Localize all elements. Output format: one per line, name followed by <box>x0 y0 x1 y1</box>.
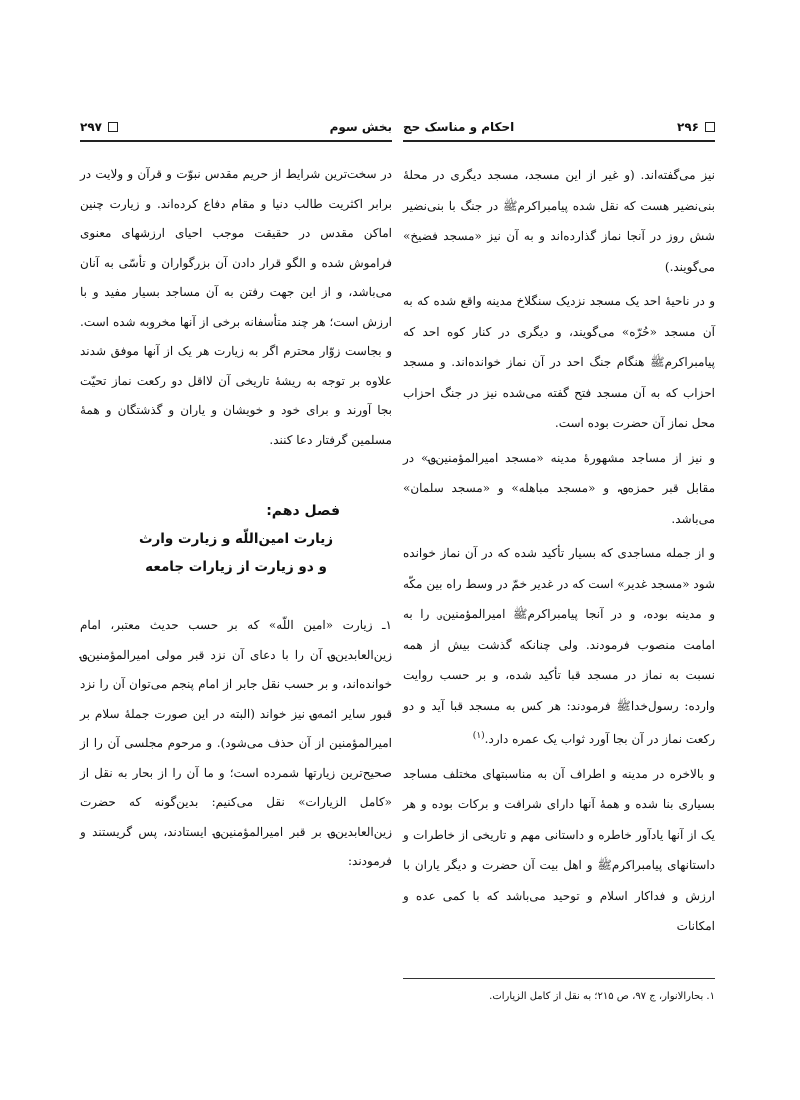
page-header <box>403 120 715 142</box>
paragraph: و بالاخره در مدینه و اطراف آن به مناسبتهای مختلف مساجد بسیاری بنا شده و همهٔ آنها دارای شرافت و برکات بوده و هر یک از آنها یادآور خاطره و داستانی مهم و تاریخی از خاطرات و داستانهای پیامبراکرم‌ﷺ و اهل بیت آن حضرت و دیگر یاران با ارزش و فداکار اسلام و توحید می‌باشد که با کمی عده و امکانات <box>403 766 716 933</box>
running-title: احکام و مناسک حج <box>403 120 515 134</box>
footnote-marker: (۱) <box>472 731 485 741</box>
page-body <box>80 160 392 455</box>
footnote: ۱. بحارالانوار، ج ۹۷، ص ۲۱۵؛ به نقل از کامل الزیارات. <box>489 990 715 1002</box>
paragraph: ۱ـ زیارت «امین اللّه» که بر حسب حدیث معتبر، امام زین‌العابدین‌؈ آن را با دعای آن نزد قبر مولی امیرالمؤمنین‌؈ خوانده‌اند، و بر حسب نقل جابر از امام پنجم می‌توان آن را نزد قبور سایر ائمه‌؈ نیز خواند (البته در این صورت جملهٔ سلام بر امیرالمؤمنین از آن حذف می‌شود). و مرحوم مجلسی آن را از صحیح‌ترین زیارتها شمرده است؛ و ما آن را از بحار به نقل از «کامل الزیارات» نقل می‌کنیم: بدین‌گونه که حضرت زین‌العابدین‌؈ بر قبر امیرالمؤمنین‌؈ ایستادند، پس گریستند و فرمودند: <box>80 618 392 868</box>
page-296 <box>403 120 715 1005</box>
footnote-separator <box>403 978 715 979</box>
square-icon <box>108 122 118 132</box>
square-icon <box>705 122 715 132</box>
page-body <box>80 611 392 877</box>
page-body <box>403 160 715 942</box>
page-number-box <box>677 120 715 134</box>
chapter-heading <box>80 503 392 581</box>
chapter-label: فصل دهم: <box>266 503 340 519</box>
paragraph <box>403 538 715 755</box>
page-number: ۲۹۷ <box>80 120 102 134</box>
page-number-box <box>80 120 118 134</box>
running-title: بخش سوم <box>329 120 392 134</box>
paragraph: در سخت‌ترین شرایط از حریم مقدس نبوّت و قرآن و ولایت در برابر اکثریت طالب دنیا و مقام دفاع کرده‌اند. و زیارت چنین اماکن مقدس در حقیقت موجب احیای ارزشهای معنوی فراموش شده و الگو قرار دادن آن بزرگواران و تأسّی به آنان می‌باشد، و از این جهت رفتن به آن مساجد بسیار مفید و با ارزش است؛ هر چند متأسفانه برخی از آنها مخروبه شده است. و بجاست زوّار محترم اگر به زیارت هر یک از آنها موفق شدند علاوه بر توجه به ریشهٔ تاریخی آن لااقل دو رکعت نماز تحیّت بجا آورند و برای خود و خویشان و یاران و گذشتگان و همهٔ مسلمین گرفتار دعا کنند. <box>80 167 392 447</box>
paragraph: و در ناحیهٔ احد یک مسجد نزدیک سنگلاخ مدینه واقع شده که به آن مسجد «حُرّه» می‌گویند، و دیگری در کنار کوه احد که پیامبراکرم‌ﷺ هنگام جنگ احد در آن نماز خوانده‌اند. و مسجد احزاب که به آن مسجد فتح گفته می‌شده نیز در جنگ احزاب محل نماز آن حضرت بوده است. <box>403 294 715 430</box>
paragraph: نیز می‌گفته‌اند. (و غیر از این مسجد، مسجد دیگری در محلهٔ بنی‌نضیر هست که نقل شده پیامبراکرم‌ﷺ در جنگ با بنی‌نضیر شش روز در آنجا نماز گذارده‌اند و به آن نیز «مسجد فضیخ» می‌گویند.) <box>403 168 715 274</box>
chapter-title-line: و دو زیارت از زیارات جامعه <box>145 559 327 575</box>
page-297 <box>80 120 392 881</box>
chapter-title-line: زیارت امین‌اللّه و زیارت وارث <box>138 531 334 547</box>
paragraph: و نیز از مساجد مشهورهٔ مدینه «مسجد امیرالمؤمنین‌؈» در مقابل قبر حمزه‌؈، و «مسجد مباهله» و «مسجد سلمان» می‌باشد. <box>403 450 715 526</box>
paragraph-text: و از جمله مساجدی که بسیار تأکید شده که در آن نماز خوانده شود «مسجد غدیر» است که در غدیر خمّ در وسط راه بین مکّه و مدینه بوده، و در آنجا پیامبراکرم‌ﷺ امیرالمؤمنین‌؈ را به امامت منصوب فرمودند. ولی چنانکه گذشت بیش از همه نسبت به نماز در مسجد قبا تأکید شده، و بر حسب روایت وارده: رسول‌خداﷺ فرمودند: هر کس به مسجد قبا آید و دو رکعت نماز در آن بجا آورد ثواب یک عمره دارد. <box>403 546 715 746</box>
page-number: ۲۹۶ <box>677 120 699 134</box>
page-header <box>80 120 392 142</box>
